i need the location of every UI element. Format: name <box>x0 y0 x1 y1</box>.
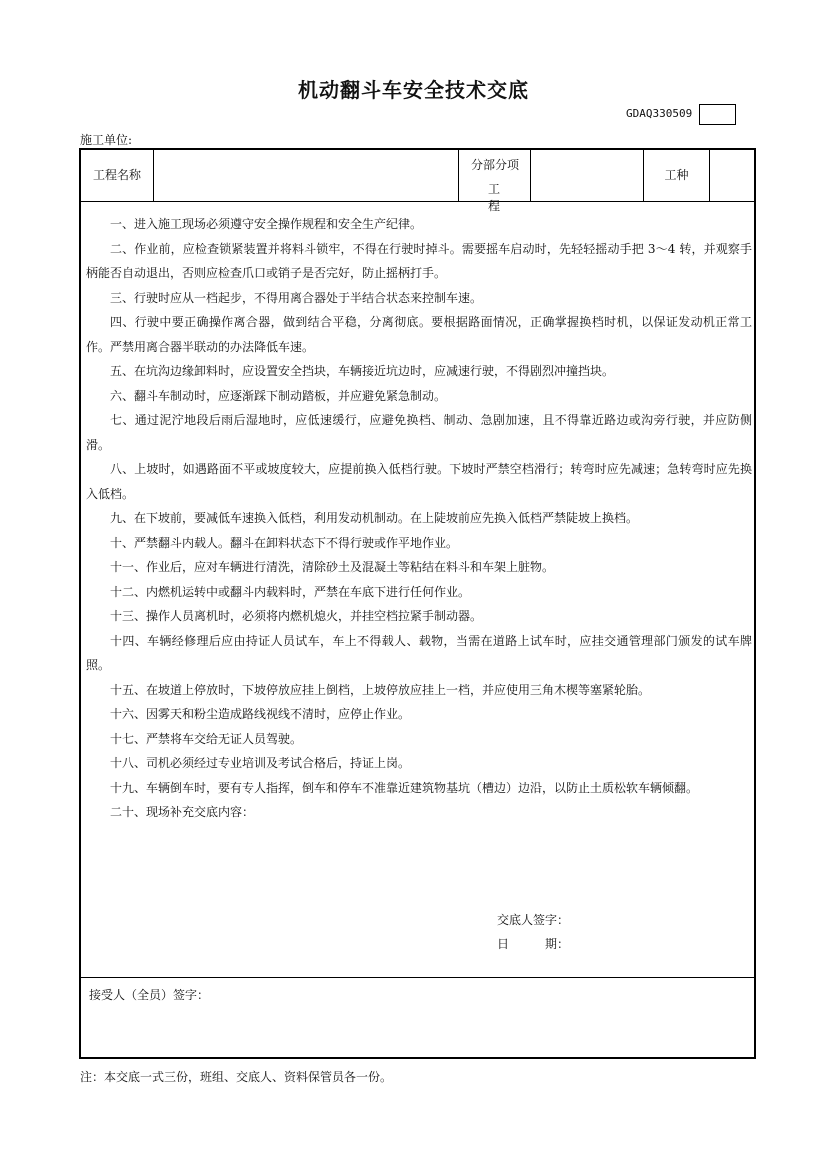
list-item: 十、严禁翻斗内载人。翻斗在卸料状态下不得行驶或作平地作业。 <box>110 535 459 550</box>
list-item: 三、行驶时应从一档起步，不得用离合器处于半结合状态来控制车速。 <box>110 290 483 305</box>
list-item: 一、进入施工现场必须遵守安全操作规程和安全生产纪律。 <box>110 217 423 231</box>
document-code: GDAQ330509 <box>626 107 693 120</box>
list-item: 八、上坡时，如遇路面不平或坡度较大，应提前换入低档行驶。下坡时严禁空档滑行；转弯时应先减速；急转弯时应先换入低档。 <box>86 462 752 501</box>
list-item: 九、在下坡前，要减低车速换入低档，利用发动机制动。在上陡坡前应先换入低档严禁陡坡上换档。 <box>110 511 639 525</box>
list-item: 十三、操作人员离机时，必须将内燃机熄火，并挂空档拉紧手制动器。 <box>110 609 483 623</box>
sub-project-label-line2: 工程 <box>487 182 522 213</box>
sub-project-label-line1: 分部分项 <box>470 158 519 172</box>
list-item: 十四、车辆经修理后应由持证人员试车，车上不得载人、载物，当需在道路上试车时，应挂交通管理部门颁发的试车牌照。 <box>86 633 752 672</box>
disclosure-table <box>79 148 756 1059</box>
list-item: 十八、司机必须经过专业培训及考试合格后，持证上岗。 <box>110 756 411 770</box>
project-name-field[interactable] <box>154 150 459 201</box>
list-item: 二十、现场补充交底内容： <box>110 805 255 819</box>
list-item: 六、翻斗车制动时，应逐渐踩下制动踏板，并应避免紧急制动。 <box>110 388 447 403</box>
list-item: 十七、严禁将车交给无证人员驾驶。 <box>110 731 303 746</box>
footnote: 注：本交底一式三份，班组、交底人、资料保管员各一份。 <box>80 1070 393 1084</box>
disclosure-content <box>81 202 754 978</box>
header-row <box>81 150 754 213</box>
list-item: 五、在坑沟边缘卸料时，应设置安全挡块，车辆接近坑边时，应减速行驶，不得剧烈冲撞挡块。 <box>110 364 615 378</box>
list-item: 十二、内燃机运转中或翻斗内载料时，严禁在车底下进行任何作业。 <box>110 584 471 599</box>
page-title: 机动翻斗车安全技术交底 <box>298 78 529 102</box>
receiver-signature-label: 接受人（全员）签字： <box>89 988 210 1002</box>
project-name-label: 工程名称 <box>81 150 154 201</box>
discloser-signature-label: 交底人签字： <box>497 913 570 927</box>
list-item: 十一、作业后，应对车辆进行清洗，清除砂土及混凝土等粘结在料斗和车架上脏物。 <box>110 560 555 574</box>
list-item: 十五、在坡道上停放时，下坡停放应挂上倒档，上坡停放应挂上一档，并应使用三角木楔等塞紧轮胎。 <box>110 682 651 697</box>
list-item: 七、通过泥泞地段后雨后湿地时，应低速缓行，应避免换档、制动、急剧加速，且不得靠近路边或沟旁行驶，并应防侧滑。 <box>86 413 752 452</box>
disclosure-date-label: 日 期： <box>497 937 570 951</box>
document-code-box[interactable] <box>699 104 736 125</box>
sub-project-field[interactable] <box>531 150 644 201</box>
trade-label: 工种 <box>644 150 710 201</box>
disclosure-items <box>86 212 752 825</box>
list-item: 十九、车辆倒车时，要有专人指挥，倒车和停车不准靠近建筑物基坑（槽边）边沿，以防止土质松软车辆倾翻。 <box>110 780 699 795</box>
list-item: 四、行驶中要正确操作离合器，做到结合平稳，分离彻底。要根据路面情况，正确掌握换档时机，以保证发动机正常工作。严禁用离合器半联动的办法降低车速。 <box>86 315 752 354</box>
sub-project-label <box>459 150 531 213</box>
list-item: 二、作业前，应检查锁紧装置并将料斗锁牢，不得在行驶时掉斗。需要摇车启动时，先轻轻摇动手把 3～4 转，并观察手柄能否自动退出，否则应检查爪口或销子是否完好，防止摇柄打手。 <box>86 241 752 280</box>
trade-field[interactable] <box>710 150 754 201</box>
construction-unit-label: 施工单位: <box>80 133 133 147</box>
list-item: 十六、因雾天和粉尘造成路线视线不清时，应停止作业。 <box>110 707 411 721</box>
